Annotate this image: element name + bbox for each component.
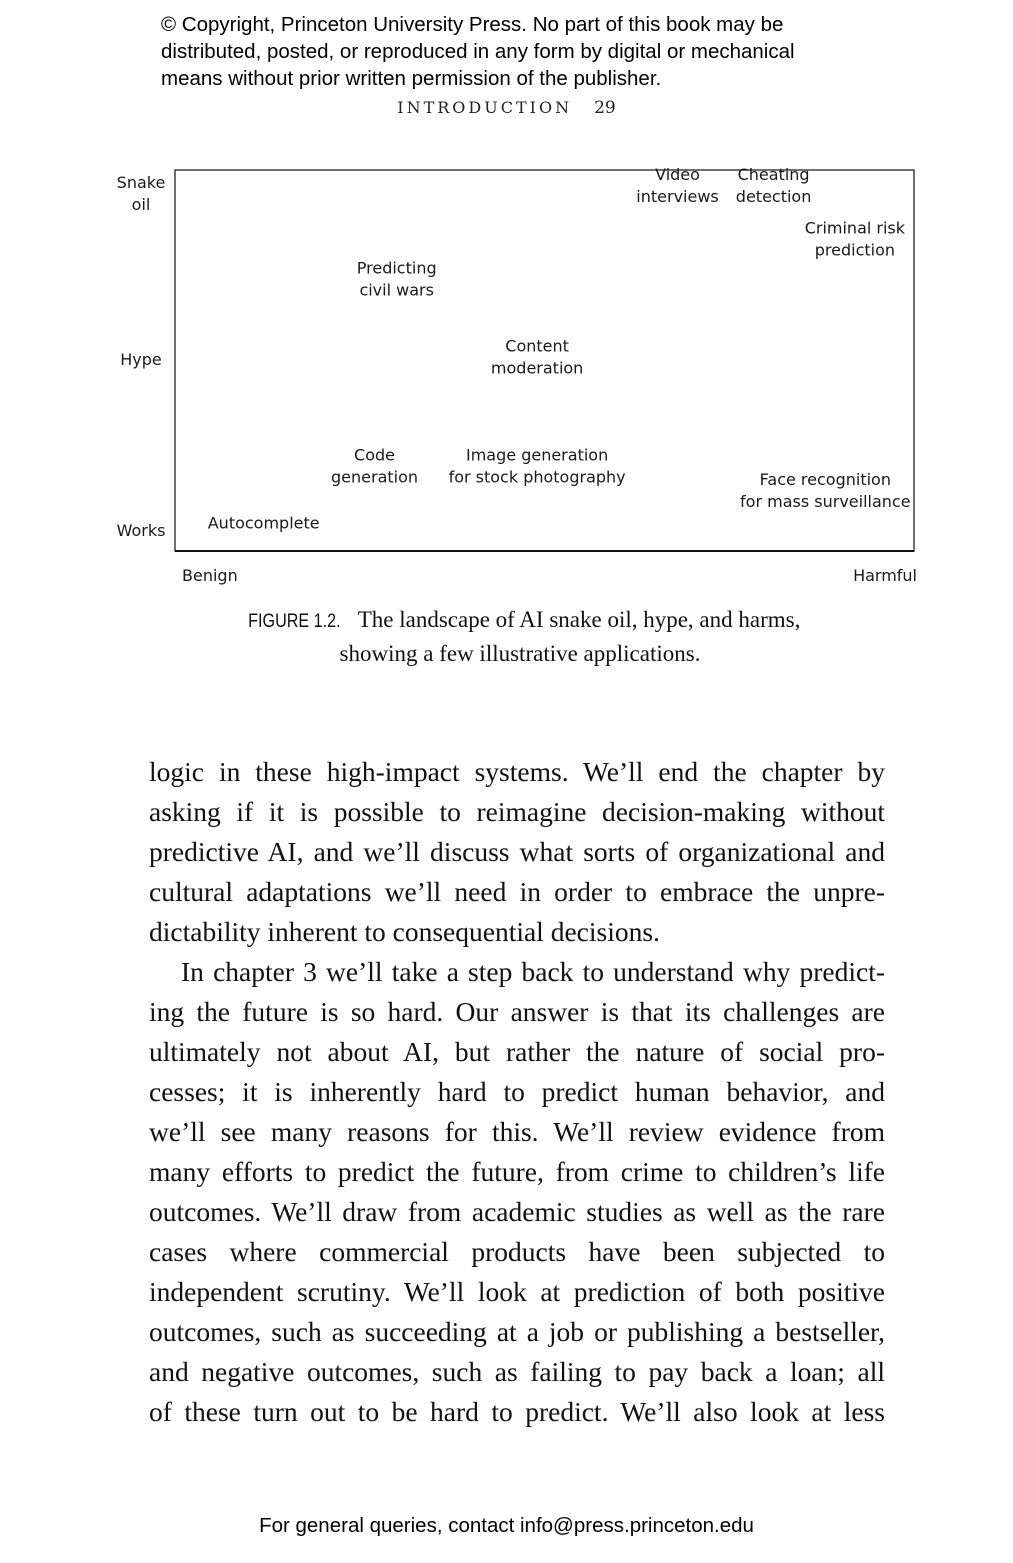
y-axis-label-line: Hype xyxy=(120,350,162,369)
caption-line-1: The landscape of AI snake oil, hype, and harms, xyxy=(357,607,801,632)
application-point-label: for mass surveillance xyxy=(740,492,911,512)
application-point-label: Autocomplete xyxy=(207,513,320,533)
body-line: outcomes. We’ll draw from academic studies as well as the rare xyxy=(149,1196,885,1227)
application-point xyxy=(740,470,911,511)
copyright-line: distributed, posted, or reproduced in any form by digital or mechanical xyxy=(161,40,795,63)
application-point-label: generation xyxy=(331,467,419,487)
body-line: ultimately not about AI, but rather the nature of social pro- xyxy=(149,1036,885,1067)
application-point-label: detection xyxy=(735,187,812,207)
y-axis-label-line: Snake xyxy=(116,173,166,192)
application-point-label: for stock photography xyxy=(448,467,626,487)
x-axis-label-benign: Benign xyxy=(182,566,238,585)
body-line: we’ll see many reasons for this. We’ll review evidence from xyxy=(149,1116,885,1147)
copyright-line: means without prior written permission of the publisher. xyxy=(161,67,662,90)
figure-caption xyxy=(200,604,840,670)
body-line: logic in these high-impact systems. We’ll end the chapter by xyxy=(149,756,885,787)
body-line: of these turn out to be hard to predict. We’ll also look at less xyxy=(149,1396,885,1427)
application-point xyxy=(636,165,718,206)
footer-contact: For general queries, contact info@press.princeton.edu xyxy=(259,1514,754,1537)
application-point xyxy=(449,445,626,486)
application-point-label: prediction xyxy=(814,240,896,260)
application-point xyxy=(736,165,812,206)
application-point-label: Image generation xyxy=(466,445,609,465)
application-point xyxy=(805,219,906,260)
application-point-label: civil wars xyxy=(359,280,434,300)
application-point-label: Predicting xyxy=(356,258,437,278)
body-line: dictability inherent to consequential decisions. xyxy=(149,916,660,947)
body-text xyxy=(149,752,885,1432)
landscape-figure xyxy=(0,0,1013,600)
caption-line-2: showing a few illustrative applications. xyxy=(339,641,701,666)
application-point xyxy=(491,337,583,378)
x-axis-label-harmful: Harmful xyxy=(853,566,917,585)
body-line: asking if it is possible to reimagine decision-making without xyxy=(149,796,885,827)
application-point xyxy=(357,259,437,300)
body-line: independent scrutiny. We’ll look at prediction of both positive xyxy=(149,1276,885,1307)
running-head-section: INTRODUCTION xyxy=(397,98,573,117)
y-axis-label-line: oil xyxy=(131,195,151,214)
application-point-label: Face recognition xyxy=(759,470,891,490)
application-point xyxy=(208,513,320,532)
application-point-label: Content xyxy=(505,336,569,356)
body-line: ing the future is so hard. Our answer is that its challenges are xyxy=(149,996,885,1027)
body-line: In chapter 3 we’ll take a step back to understand why predict- xyxy=(181,956,885,987)
application-point-label: interviews xyxy=(636,187,719,207)
application-point-label: Video xyxy=(655,165,700,185)
figure-label: FIGURE 1.2. xyxy=(247,611,341,632)
application-point-label: Cheating xyxy=(737,165,810,185)
application-points xyxy=(208,165,911,532)
y-axis-label xyxy=(117,521,166,540)
page-number: 29 xyxy=(594,98,616,118)
body-line: and negative outcomes, such as failing to pay back a loan; all xyxy=(149,1356,885,1387)
body-line: cesses; it is inherently hard to predict human behavior, and xyxy=(149,1076,885,1107)
application-point-label: moderation xyxy=(490,358,584,378)
y-axis-label xyxy=(120,350,162,369)
body-line: outcomes, such as succeeding at a job or publishing a bestseller, xyxy=(149,1316,885,1347)
body-line: cases where commercial products have been subjected to xyxy=(149,1236,885,1267)
application-point xyxy=(331,445,418,486)
y-axis-label xyxy=(117,173,166,214)
body-line: many efforts to predict the future, from crime to children’s life xyxy=(149,1156,885,1187)
body-line: predictive AI, and we’ll discuss what sorts of organizational and xyxy=(149,836,885,867)
y-axis-labels xyxy=(117,173,166,540)
copyright-line: © Copyright, Princeton University Press. No part of this book may be xyxy=(161,13,784,36)
body-line: cultural adaptations we’ll need in order to embrace the unpre- xyxy=(149,876,885,907)
application-point-label: Code xyxy=(354,445,396,465)
application-point-label: Criminal risk xyxy=(804,218,906,238)
y-axis-label-line: Works xyxy=(116,521,166,540)
